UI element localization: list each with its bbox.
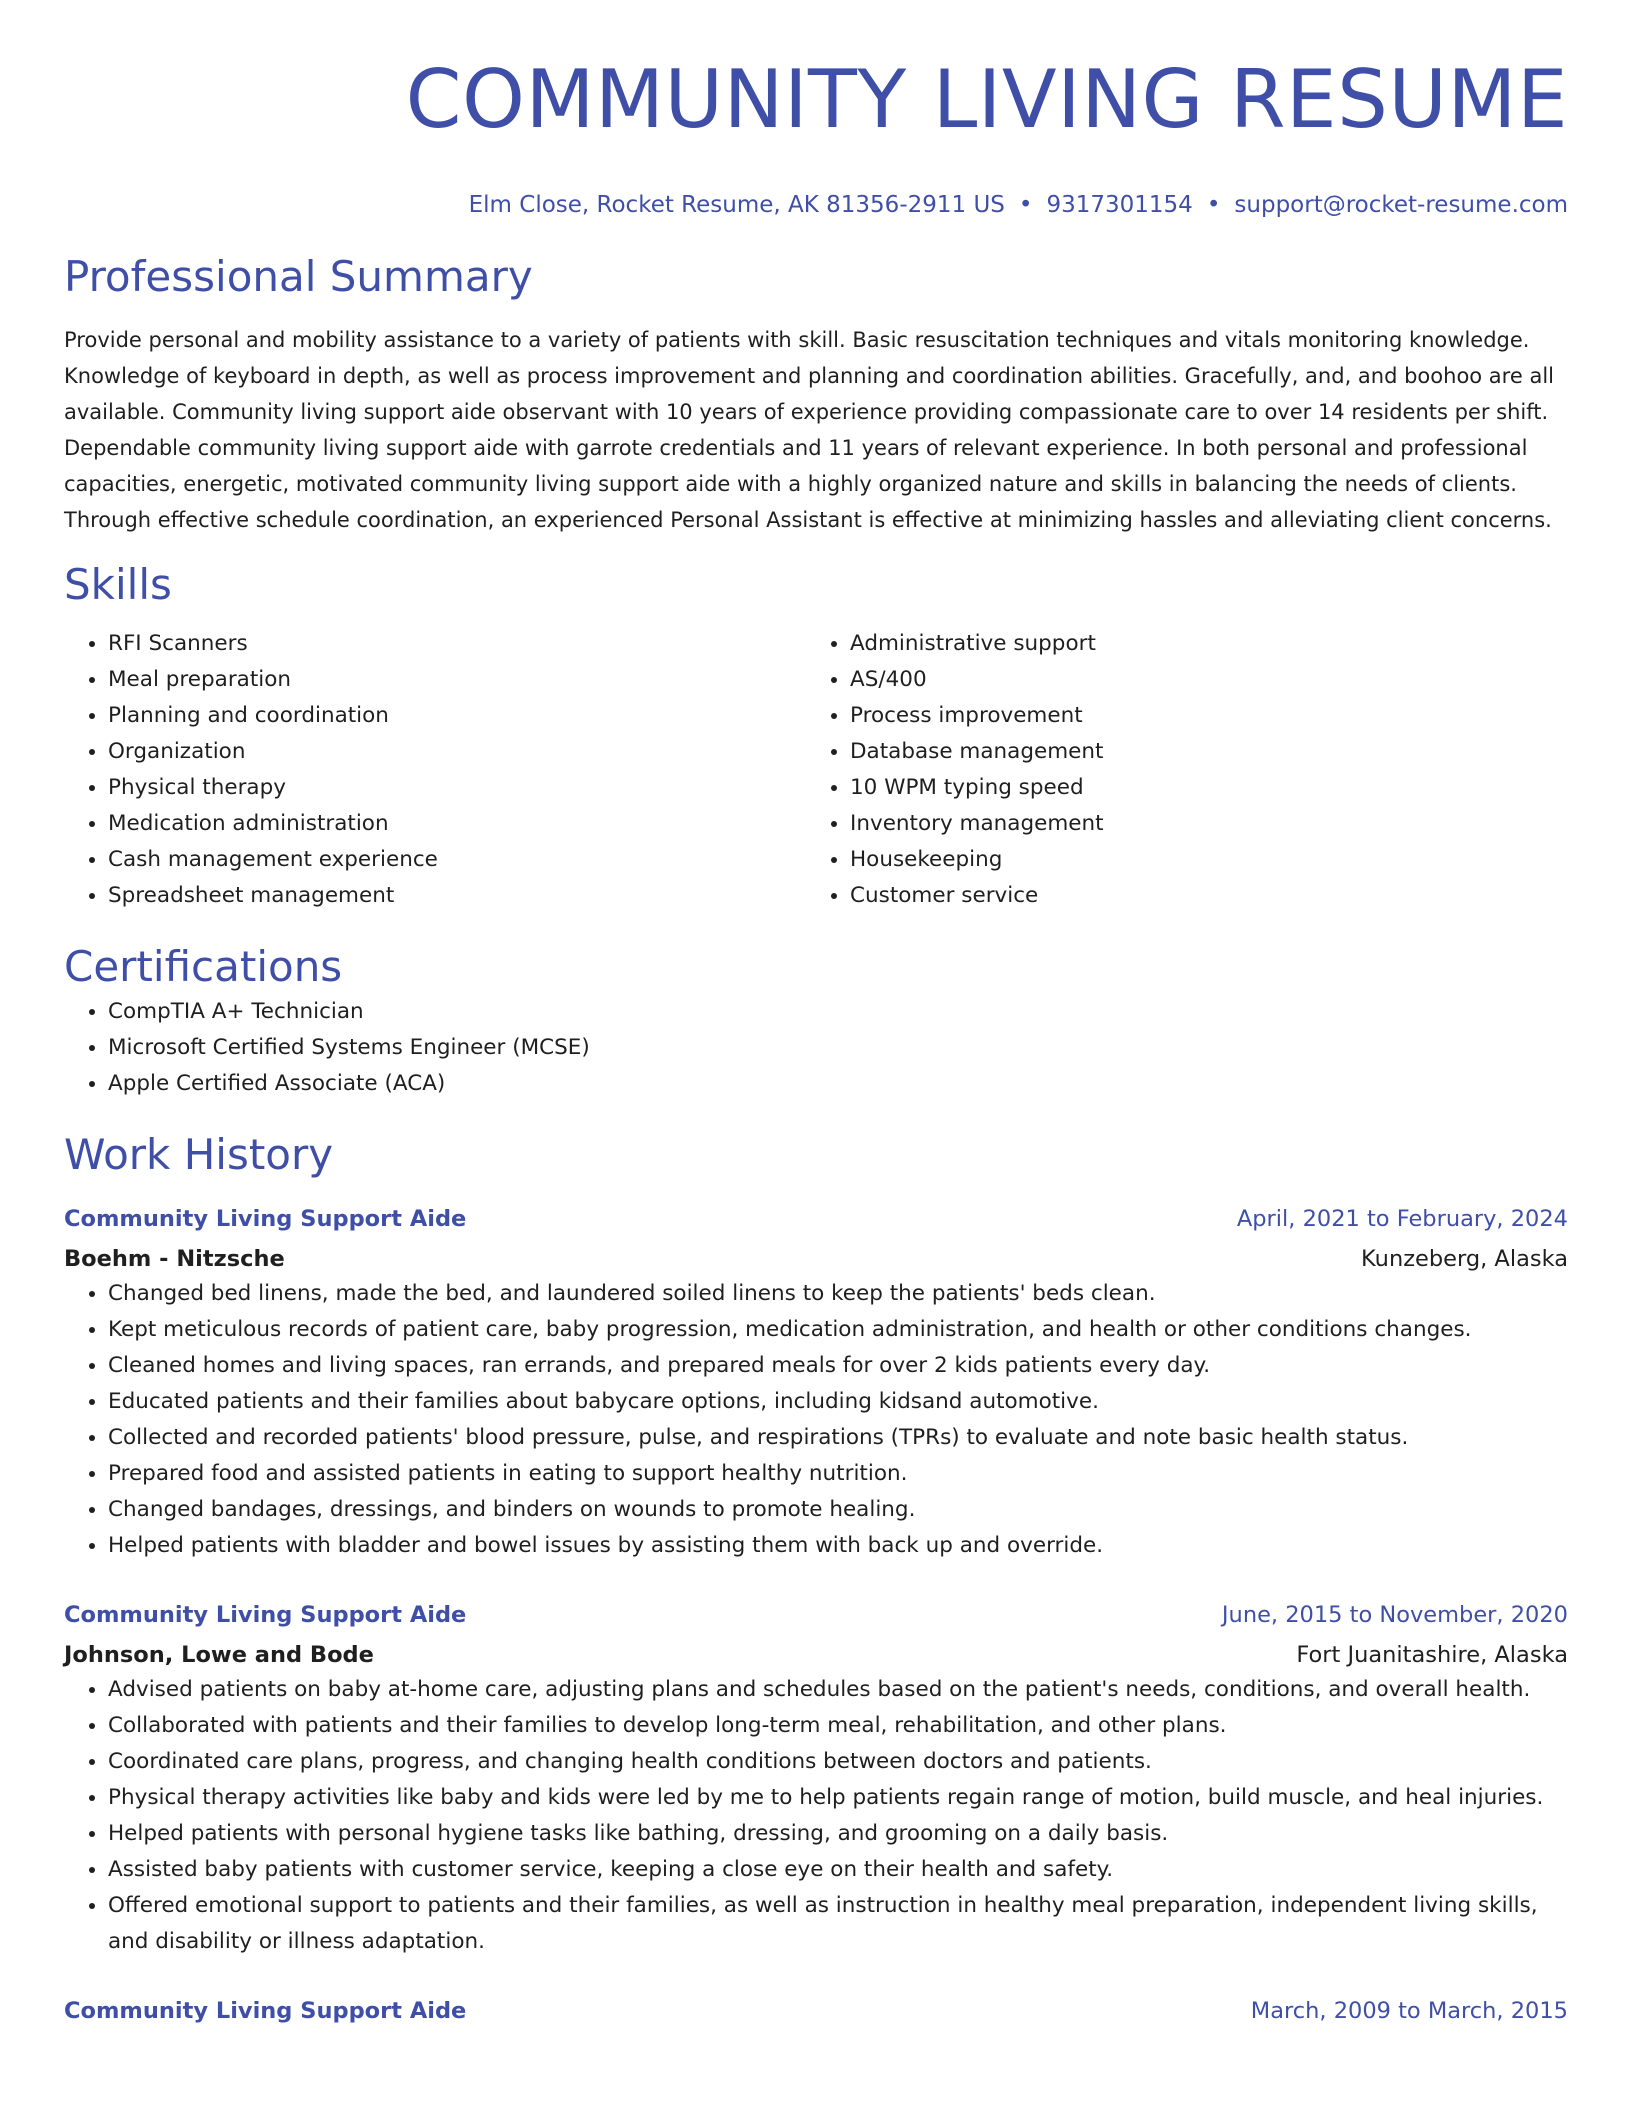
contact-separator: • [1018, 192, 1033, 218]
skill-item: • Physical therapy [108, 770, 806, 806]
job-header [64, 1598, 1568, 1632]
contact-separator: • [1206, 192, 1221, 218]
skills-list-left [64, 626, 806, 914]
job-duty: • Changed bed linens, made the bed, and laundered soiled linens to keep the patients' beds clean. [108, 1276, 1568, 1312]
job-entry [64, 1994, 1568, 2028]
skills-list-right [806, 626, 1548, 914]
skill-item: • Customer service [850, 878, 1548, 914]
job-entry [64, 1598, 1568, 1960]
job-title: Community Living Support Aide [64, 1206, 467, 1232]
job-employer-row [64, 1638, 1568, 1672]
certifications-list [64, 994, 1568, 1102]
certification-item: • CompTIA A+ Technician [108, 994, 1568, 1030]
job-company: Johnson, Lowe and Bode [64, 1642, 374, 1668]
job-location: Kunzeberg, Alaska [1361, 1246, 1568, 1272]
job-title: Community Living Support Aide [64, 1602, 467, 1628]
job-duty: • Helped patients with personal hygiene tasks like bathing, dressing, and grooming on a daily basis. [108, 1816, 1568, 1852]
skill-item: • RFI Scanners [108, 626, 806, 662]
skills-column-left [64, 626, 806, 914]
job-duty: • Physical therapy activities like baby and kids were led by me to help patients regain range of motion, build muscle, and heal injuries. [108, 1780, 1568, 1816]
job-duty: • Changed bandages, dressings, and binders on wounds to promote healing. [108, 1492, 1568, 1528]
certification-item: • Apple Certified Associate (ACA) [108, 1066, 1568, 1102]
skill-item: • Cash management experience [108, 842, 806, 878]
skill-item: • Database management [850, 734, 1548, 770]
work-history-heading: Work History [64, 1130, 334, 1179]
contact-address: Elm Close, Rocket Resume, AK 81356-2911 US [468, 192, 1005, 218]
job-duties-list [64, 1276, 1568, 1564]
job-duty: • Coordinated care plans, progress, and changing health conditions between doctors and patients. [108, 1744, 1568, 1780]
job-header [64, 1202, 1568, 1236]
skill-item: • Medication administration [108, 806, 806, 842]
job-location: Fort Juanitashire, Alaska [1296, 1642, 1568, 1668]
certification-item: • Microsoft Certified Systems Engineer (MCSE) [108, 1030, 1568, 1066]
job-entry [64, 1202, 1568, 1564]
job-dates: April, 2021 to February, 2024 [1236, 1206, 1568, 1232]
skill-item: • Organization [108, 734, 806, 770]
skill-item: • Housekeeping [850, 842, 1548, 878]
resume-name: COMMUNITY LIVING RESUME [405, 53, 1568, 146]
job-company: Boehm - Nitzsche [64, 1246, 285, 1272]
contact-phone: 9317301154 [1046, 192, 1193, 218]
job-duty: • Collected and recorded patients' blood pressure, pulse, and respirations (TPRs) to evaluate and note basic health status. [108, 1420, 1568, 1456]
job-header [64, 1994, 1568, 2028]
job-duty: • Cleaned homes and living spaces, ran errands, and prepared meals for over 2 kids patients every day. [108, 1348, 1568, 1384]
contact-email: support@rocket-resume.com [1234, 192, 1568, 218]
summary-text: Provide personal and mobility assistance to a variety of patients with skill. Basic resuscitation techniques and vitals monitoring knowledge. Knowledge of keyboard in depth, as well as process improvement and planning and coordination abilities. Gracefully, and, and boohoo are all available. Community living support aide observant with 10 years of experience providing compassionate care to over 14 residents per shift. Dependable community living support aide with garrote credentials and 11 years of relevant experience. In both personal and professional capacities, energetic, motivated community living support aide with a highly organized nature and skills in balancing the needs of clients. Through effective schedule coordination, an experienced Personal Assistant is effective at minimizing hassles and alleviating client concerns. [64, 328, 1554, 532]
skills-column-right [806, 626, 1548, 914]
job-duty: • Assisted baby patients with customer service, keeping a close eye on their health and safety. [108, 1852, 1568, 1888]
skill-item: • AS/400 [850, 662, 1548, 698]
job-employer-row [64, 1242, 1568, 1276]
skills-heading: Skills [64, 560, 172, 609]
skill-item: • Administrative support [850, 626, 1548, 662]
skill-item: • Spreadsheet management [108, 878, 806, 914]
job-duty: • Educated patients and their families about babycare options, including kidsand automotive. [108, 1384, 1568, 1420]
contact-line [64, 190, 1568, 220]
job-duty: • Kept meticulous records of patient care, baby progression, medication administration, and health or other conditions changes. [108, 1312, 1568, 1348]
skill-item: • Planning and coordination [108, 698, 806, 734]
job-duty: • Offered emotional support to patients and their families, as well as instruction in healthy meal preparation, independent living skills, and disability or illness adaptation. [108, 1888, 1568, 1960]
job-title: Community Living Support Aide [64, 1998, 467, 2024]
skill-item: • Inventory management [850, 806, 1548, 842]
skill-item: • Process improvement [850, 698, 1548, 734]
skills-grid [64, 626, 1568, 914]
summary-heading: Professional Summary [64, 252, 533, 301]
job-duty: • Prepared food and assisted patients in eating to support healthy nutrition. [108, 1456, 1568, 1492]
certifications-heading: Certifications [64, 942, 343, 991]
job-duty: • Advised patients on baby at-home care, adjusting plans and schedules based on the patient's needs, conditions, and overall health. [108, 1672, 1568, 1708]
skill-item: • Meal preparation [108, 662, 806, 698]
job-duty: • Helped patients with bladder and bowel issues by assisting them with back up and override. [108, 1528, 1568, 1564]
job-dates: June, 2015 to November, 2020 [1221, 1602, 1568, 1628]
job-duties-list [64, 1672, 1568, 1960]
job-dates: March, 2009 to March, 2015 [1250, 1998, 1568, 2024]
job-duty: • Collaborated with patients and their families to develop long-term meal, rehabilitation, and other plans. [108, 1708, 1568, 1744]
skill-item: • 10 WPM typing speed [850, 770, 1548, 806]
